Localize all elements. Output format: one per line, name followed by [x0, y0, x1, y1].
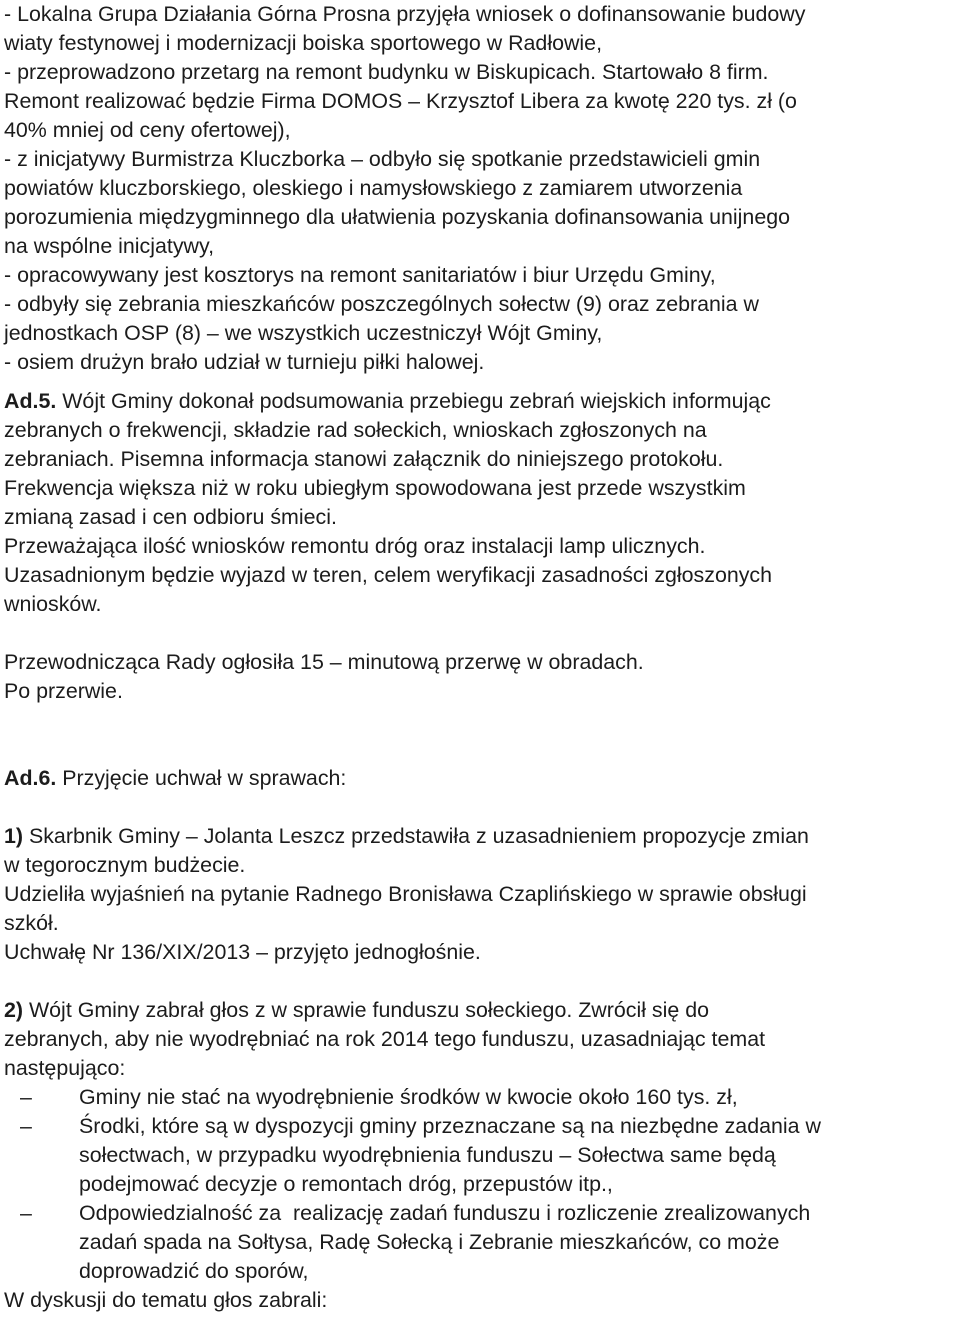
- ad5-first-line: [4, 387, 956, 416]
- item1-section: [4, 822, 956, 967]
- text-line: podejmować decyzje o remontach dróg, przepustów itp.,: [79, 1172, 613, 1196]
- spacer: [4, 793, 956, 822]
- text-line: zebraniach. Pisemna informacja stanowi załącznik do niniejszego protokołu.: [4, 447, 724, 471]
- text-line: - z inicjatywy Burmistrza Kluczborka – odbyło się spotkanie przedstawicieli gmin: [4, 147, 761, 171]
- text-line: Środki, które są w dyspozycji gminy przeznaczane są na niezbędne zadania w: [79, 1114, 821, 1138]
- text-line: Gminy nie stać na wyodrębnienie środków w kwocie około 160 tys. zł,: [79, 1085, 738, 1109]
- spacer: [4, 619, 956, 648]
- text-line: zebranych o frekwencji, składzie rad sołeckich, wnioskach zgłoszonych na: [4, 418, 707, 442]
- text-line: Remont realizować będzie Firma DOMOS – Krzysztof Libera za kwotę 220 tys. zł (o: [4, 89, 797, 113]
- ad5-section: [4, 387, 956, 619]
- text-line: Przeważająca ilość wniosków remontu dróg oraz instalacji lamp ulicznych.: [4, 534, 706, 558]
- text-line: Po przerwie.: [4, 679, 123, 703]
- text-line: Skarbnik Gminy – Jolanta Leszcz przedstawiła z uzasadnieniem propozycje zmian: [23, 824, 809, 848]
- dash-list-item: [4, 1199, 956, 1286]
- ad6-heading-text: Przyjęcie uchwał w sprawach:: [56, 766, 347, 790]
- text-line: doprowadzić do sporów,: [79, 1259, 309, 1283]
- spacer: [4, 967, 956, 996]
- text-line: Udzieliła wyjaśnień na pytanie Radnego Bronisława Czaplińskiego w sprawie obsługi: [4, 882, 807, 906]
- spacer: [4, 706, 956, 764]
- document-page: [4, 0, 956, 1315]
- spacer: [4, 377, 956, 387]
- dash-bullet: –: [20, 1201, 32, 1225]
- text-line: wniosków.: [4, 592, 102, 616]
- text-line: zebranych, aby nie wyodrębniać na rok 2014 tego funduszu, uzasadniając temat: [4, 1027, 766, 1051]
- text-line: Wójt Gminy dokonał podsumowania przebiegu zebrań wiejskich informując: [56, 389, 771, 413]
- item1-first-line: [4, 822, 956, 851]
- ad6-label: Ad.6.: [4, 766, 57, 790]
- item2-first-line: [4, 996, 956, 1025]
- text-line: zmianą zasad i cen odbioru śmieci.: [4, 505, 337, 529]
- item2-section: [4, 996, 956, 1315]
- text-line: Przewodnicząca Rady ogłosiła 15 – minutową przerwę w obradach.: [4, 650, 644, 674]
- item2-number: 2): [4, 998, 24, 1022]
- text-line: szkół.: [4, 911, 59, 935]
- text-line: na wspólne inicjatywy,: [4, 234, 215, 258]
- text-line: porozumienia międzygminnego dla ułatwienia pozyskania dofinansowania unijnego: [4, 205, 791, 229]
- ad5-label: Ad.5.: [4, 389, 57, 413]
- text-line: W dyskusji do tematu głos zabrali:: [4, 1288, 328, 1312]
- text-line: Frekwencja większa niż w roku ubiegłym spowodowana jest przede wszystkim: [4, 476, 746, 500]
- dash-list-item: [4, 1112, 956, 1199]
- intro-section: [4, 0, 956, 377]
- text-line: wiaty festynowej i modernizacji boiska sportowego w Radłowie,: [4, 31, 603, 55]
- dash-bullet: –: [20, 1085, 32, 1109]
- text-line: Odpowiedzialność za realizację zadań funduszu i rozliczenie zrealizowanych: [79, 1201, 811, 1225]
- text-line: Uzasadnionym będzie wyjazd w teren, celem weryfikacji zasadności zgłoszonych: [4, 563, 773, 587]
- dash-list-item: [4, 1083, 956, 1112]
- break-section: [4, 648, 956, 706]
- ad6-heading: [4, 764, 956, 793]
- text-line: - Lokalna Grupa Działania Górna Prosna przyjęła wniosek o dofinansowanie budowy: [4, 2, 806, 26]
- text-line: 40% mniej od ceny ofertowej),: [4, 118, 291, 142]
- text-line: następująco:: [4, 1056, 126, 1080]
- text-line: zadań spada na Sołtysa, Radę Sołecką i Zebranie mieszkańców, co może: [79, 1230, 780, 1254]
- item1-number: 1): [4, 824, 24, 848]
- text-line: - odbyły się zebrania mieszkańców poszczególnych sołectw (9) oraz zebrania w: [4, 292, 759, 316]
- text-line: - osiem drużyn brało udział w turnieju piłki halowej.: [4, 350, 485, 374]
- text-line: w tegorocznym budżecie.: [4, 853, 246, 877]
- text-line: Wójt Gminy zabrał głos z w sprawie funduszu sołeckiego. Zwrócił się do: [23, 998, 709, 1022]
- text-line: powiatów kluczborskiego, oleskiego i namysłowskiego z zamiarem utworzenia: [4, 176, 743, 200]
- text-line: - przeprowadzono przetarg na remont budynku w Biskupicach. Startowało 8 firm.: [4, 60, 769, 84]
- text-line: - opracowywany jest kosztorys na remont sanitariatów i biur Urzędu Gminy,: [4, 263, 716, 287]
- dash-bullet: –: [20, 1114, 32, 1138]
- text-line: sołectwach, w przypadku wyodrębnienia funduszu – Sołectwa same będą: [79, 1143, 776, 1167]
- text-line: Uchwałę Nr 136/XIX/2013 – przyjęto jednogłośnie.: [4, 940, 481, 964]
- text-line: jednostkach OSP (8) – we wszystkich uczestniczył Wójt Gminy,: [4, 321, 603, 345]
